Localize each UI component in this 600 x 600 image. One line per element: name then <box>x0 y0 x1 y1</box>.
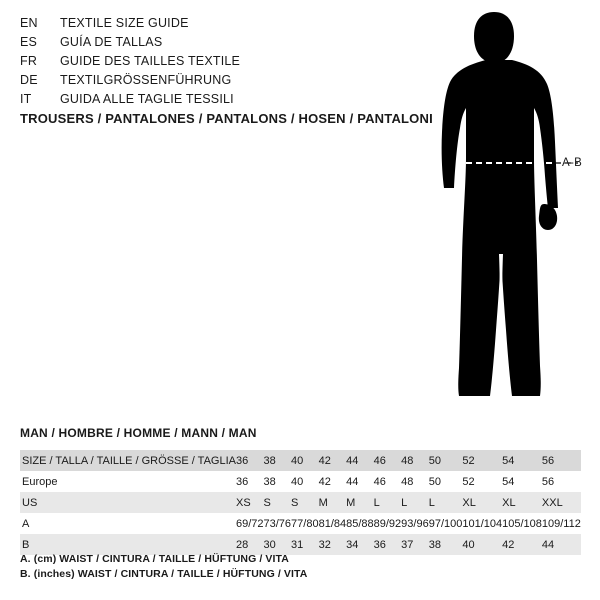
cell: S <box>264 492 292 513</box>
cell: 54 <box>502 475 515 488</box>
language-row <box>20 73 390 92</box>
table-row-header <box>20 450 581 471</box>
cell: 109/112 <box>541 517 581 530</box>
cell: 73/76 <box>263 517 292 530</box>
cell: 50 <box>428 475 441 488</box>
cell: 31 <box>291 534 319 555</box>
cell: 36 <box>235 475 249 488</box>
row-label: A <box>22 517 30 530</box>
cell: 44 <box>542 534 581 555</box>
table-row <box>20 513 581 534</box>
cell: 40 <box>291 475 304 488</box>
cell: 50 <box>429 450 463 471</box>
cell: 42 <box>502 534 542 555</box>
cell: XXL <box>542 492 581 513</box>
cell: 38 <box>429 534 463 555</box>
language-text: GUIDE DES TAILLES TEXTILE <box>60 54 241 68</box>
cell: 56 <box>542 450 581 471</box>
cell: XS <box>236 492 264 513</box>
language-list <box>20 16 390 111</box>
measure-label-ab: A-B <box>562 157 583 169</box>
cell: 52 <box>462 475 475 488</box>
body-silhouette-figure <box>400 8 600 408</box>
cell: 32 <box>319 534 347 555</box>
size-table <box>20 450 581 555</box>
cell: 56 <box>541 475 555 488</box>
cell: 54 <box>502 450 542 471</box>
language-row <box>20 16 390 35</box>
row-label: US <box>20 492 236 513</box>
cell: 93/96 <box>401 517 429 530</box>
table-row <box>20 471 581 492</box>
language-code: EN <box>20 16 38 30</box>
category-heading: TROUSERS / PANTALONES / PANTALONS / HOSEN / PANTALONI <box>20 111 433 126</box>
cell: 81/84 <box>318 517 347 530</box>
cell: 69/72 <box>235 517 264 530</box>
cell: 36 <box>236 450 264 471</box>
cell: 28 <box>236 534 264 555</box>
cell: XL <box>502 492 542 513</box>
cell: 52 <box>462 450 502 471</box>
cell: 34 <box>346 534 374 555</box>
cell: 42 <box>318 475 331 488</box>
cell: L <box>401 492 429 513</box>
language-code: IT <box>20 92 32 106</box>
cell: 105/108 <box>502 517 542 530</box>
language-row <box>20 92 390 111</box>
language-code: ES <box>20 35 38 49</box>
cell: L <box>374 492 402 513</box>
language-text: TEXTILGRÖSSENFÜHRUNG <box>60 73 232 87</box>
cell: 42 <box>319 450 347 471</box>
cell: 40 <box>291 450 319 471</box>
cell: 101/104 <box>462 517 503 530</box>
cell: 48 <box>401 450 429 471</box>
cell: 89/92 <box>373 517 402 530</box>
cell: 40 <box>462 534 502 555</box>
footnotes <box>20 553 307 583</box>
cell: M <box>346 492 374 513</box>
language-row <box>20 35 390 54</box>
cell: 44 <box>346 450 374 471</box>
cell: 38 <box>263 475 276 488</box>
row-label: Europe <box>22 475 58 488</box>
cell: 48 <box>401 475 414 488</box>
language-code: FR <box>20 54 38 68</box>
cell: 44 <box>346 475 359 488</box>
cell: 46 <box>374 450 402 471</box>
cell: XL <box>462 492 502 513</box>
cell: 46 <box>373 475 386 488</box>
language-text: GUÍA DE TALLAS <box>60 35 163 49</box>
waist-measure-line <box>400 8 600 408</box>
row-label: SIZE / TALLA / TAILLE / GRÖSSE / TAGLIA <box>20 450 236 471</box>
cell: 37 <box>401 534 429 555</box>
language-row <box>20 54 390 73</box>
language-code: DE <box>20 73 38 87</box>
footnote-b: B. (inches) WAIST / CINTURA / TAILLE / HÜFTUNG / VITA <box>20 568 308 580</box>
language-text: TEXTILE SIZE GUIDE <box>60 16 189 30</box>
language-text: GUIDA ALLE TAGLIE TESSILI <box>60 92 234 106</box>
table-row <box>20 534 581 555</box>
cell: 30 <box>264 534 292 555</box>
row-label: B <box>20 534 236 555</box>
cell: M <box>319 492 347 513</box>
cell: 77/80 <box>291 517 319 530</box>
table-title: MAN / HOMBRE / HOMME / MANN / MAN <box>20 426 257 440</box>
cell: 36 <box>374 534 402 555</box>
cell: 38 <box>264 450 292 471</box>
cell: S <box>291 492 319 513</box>
cell: L <box>429 492 463 513</box>
cell: 97/100 <box>428 517 463 530</box>
table-row <box>20 492 581 513</box>
cell: 85/88 <box>346 517 374 530</box>
footnote-a: A. (cm) WAIST / CINTURA / TAILLE / HÜFTUNG / VITA <box>20 553 289 565</box>
